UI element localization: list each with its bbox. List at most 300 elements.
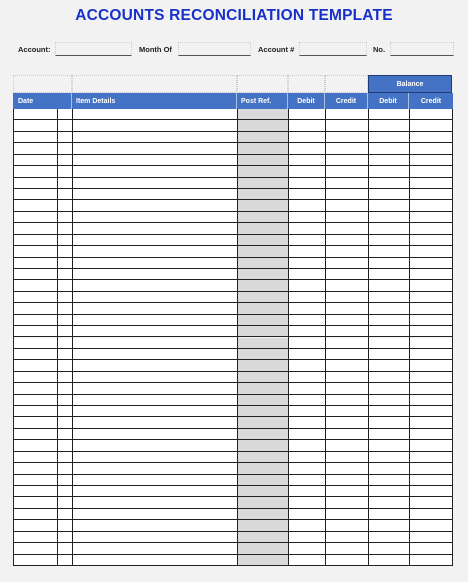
balance-debit-cell[interactable] xyxy=(368,109,409,120)
date-cell[interactable] xyxy=(13,269,57,280)
date-cell[interactable] xyxy=(13,280,57,291)
date-cell[interactable] xyxy=(13,360,57,371)
balance-debit-cell[interactable] xyxy=(368,543,409,554)
item-details-cell[interactable] xyxy=(72,463,237,474)
debit-cell[interactable] xyxy=(288,360,325,371)
credit-cell[interactable] xyxy=(325,555,368,566)
post-ref-cell[interactable] xyxy=(237,303,288,314)
debit-cell[interactable] xyxy=(288,338,325,349)
balance-debit-cell[interactable] xyxy=(368,223,409,234)
post-ref-cell[interactable] xyxy=(237,189,288,200)
date-sub-cell[interactable] xyxy=(57,360,72,371)
date-sub-cell[interactable] xyxy=(57,326,72,337)
credit-cell[interactable] xyxy=(325,258,368,269)
item-details-cell[interactable] xyxy=(72,406,237,417)
balance-credit-cell[interactable] xyxy=(409,338,453,349)
date-cell[interactable] xyxy=(13,417,57,428)
debit-cell[interactable] xyxy=(288,132,325,143)
balance-credit-cell[interactable] xyxy=(409,429,453,440)
item-details-cell[interactable] xyxy=(72,132,237,143)
balance-credit-cell[interactable] xyxy=(409,475,453,486)
balance-credit-cell[interactable] xyxy=(409,292,453,303)
post-ref-cell[interactable] xyxy=(237,143,288,154)
post-ref-cell[interactable] xyxy=(237,315,288,326)
balance-debit-cell[interactable] xyxy=(368,452,409,463)
debit-cell[interactable] xyxy=(288,200,325,211)
item-details-cell[interactable] xyxy=(72,269,237,280)
item-details-cell[interactable] xyxy=(72,543,237,554)
debit-cell[interactable] xyxy=(288,463,325,474)
balance-credit-cell[interactable] xyxy=(409,497,453,508)
item-details-cell[interactable] xyxy=(72,303,237,314)
date-sub-cell[interactable] xyxy=(57,315,72,326)
post-ref-cell[interactable] xyxy=(237,406,288,417)
credit-cell[interactable] xyxy=(325,475,368,486)
balance-credit-cell[interactable] xyxy=(409,395,453,406)
item-details-cell[interactable] xyxy=(72,315,237,326)
credit-cell[interactable] xyxy=(325,189,368,200)
date-sub-cell[interactable] xyxy=(57,417,72,428)
date-cell[interactable] xyxy=(13,406,57,417)
balance-debit-cell[interactable] xyxy=(368,417,409,428)
post-ref-cell[interactable] xyxy=(237,395,288,406)
post-ref-cell[interactable] xyxy=(237,178,288,189)
item-details-cell[interactable] xyxy=(72,475,237,486)
debit-cell[interactable] xyxy=(288,189,325,200)
credit-cell[interactable] xyxy=(325,303,368,314)
date-cell[interactable] xyxy=(13,212,57,223)
date-sub-cell[interactable] xyxy=(57,292,72,303)
balance-debit-cell[interactable] xyxy=(368,143,409,154)
credit-cell[interactable] xyxy=(325,166,368,177)
date-cell[interactable] xyxy=(13,155,57,166)
item-details-cell[interactable] xyxy=(72,280,237,291)
credit-cell[interactable] xyxy=(325,509,368,520)
date-cell[interactable] xyxy=(13,315,57,326)
date-cell[interactable] xyxy=(13,543,57,554)
item-details-cell[interactable] xyxy=(72,292,237,303)
date-sub-cell[interactable] xyxy=(57,258,72,269)
debit-cell[interactable] xyxy=(288,543,325,554)
balance-credit-cell[interactable] xyxy=(409,258,453,269)
debit-cell[interactable] xyxy=(288,166,325,177)
balance-debit-cell[interactable] xyxy=(368,463,409,474)
date-sub-cell[interactable] xyxy=(57,372,72,383)
date-cell[interactable] xyxy=(13,235,57,246)
balance-debit-cell[interactable] xyxy=(368,120,409,131)
date-sub-cell[interactable] xyxy=(57,349,72,360)
balance-debit-cell[interactable] xyxy=(368,166,409,177)
post-ref-cell[interactable] xyxy=(237,280,288,291)
post-ref-cell[interactable] xyxy=(237,155,288,166)
balance-credit-cell[interactable] xyxy=(409,543,453,554)
date-cell[interactable] xyxy=(13,120,57,131)
balance-credit-cell[interactable] xyxy=(409,463,453,474)
post-ref-cell[interactable] xyxy=(237,463,288,474)
item-details-cell[interactable] xyxy=(72,212,237,223)
balance-debit-cell[interactable] xyxy=(368,509,409,520)
balance-credit-cell[interactable] xyxy=(409,406,453,417)
credit-cell[interactable] xyxy=(325,143,368,154)
date-sub-cell[interactable] xyxy=(57,166,72,177)
debit-cell[interactable] xyxy=(288,406,325,417)
item-details-cell[interactable] xyxy=(72,440,237,451)
balance-credit-cell[interactable] xyxy=(409,200,453,211)
post-ref-cell[interactable] xyxy=(237,372,288,383)
debit-cell[interactable] xyxy=(288,155,325,166)
balance-debit-cell[interactable] xyxy=(368,440,409,451)
balance-credit-cell[interactable] xyxy=(409,132,453,143)
date-sub-cell[interactable] xyxy=(57,452,72,463)
balance-credit-cell[interactable] xyxy=(409,120,453,131)
balance-debit-cell[interactable] xyxy=(368,155,409,166)
date-cell[interactable] xyxy=(13,189,57,200)
date-sub-cell[interactable] xyxy=(57,178,72,189)
debit-cell[interactable] xyxy=(288,269,325,280)
credit-cell[interactable] xyxy=(325,292,368,303)
credit-cell[interactable] xyxy=(325,246,368,257)
date-cell[interactable] xyxy=(13,178,57,189)
date-cell[interactable] xyxy=(13,223,57,234)
balance-debit-cell[interactable] xyxy=(368,520,409,531)
balance-credit-cell[interactable] xyxy=(409,349,453,360)
date-sub-cell[interactable] xyxy=(57,463,72,474)
credit-cell[interactable] xyxy=(325,326,368,337)
debit-cell[interactable] xyxy=(288,440,325,451)
date-sub-cell[interactable] xyxy=(57,246,72,257)
date-sub-cell[interactable] xyxy=(57,509,72,520)
date-cell[interactable] xyxy=(13,555,57,566)
credit-cell[interactable] xyxy=(325,132,368,143)
balance-credit-cell[interactable] xyxy=(409,109,453,120)
date-sub-cell[interactable] xyxy=(57,303,72,314)
post-ref-cell[interactable] xyxy=(237,486,288,497)
credit-cell[interactable] xyxy=(325,338,368,349)
item-details-cell[interactable] xyxy=(72,509,237,520)
date-cell[interactable] xyxy=(13,486,57,497)
credit-cell[interactable] xyxy=(325,280,368,291)
item-details-cell[interactable] xyxy=(72,372,237,383)
item-details-cell[interactable] xyxy=(72,395,237,406)
date-sub-cell[interactable] xyxy=(57,406,72,417)
post-ref-cell[interactable] xyxy=(237,440,288,451)
item-details-cell[interactable] xyxy=(72,520,237,531)
balance-credit-cell[interactable] xyxy=(409,223,453,234)
item-details-cell[interactable] xyxy=(72,235,237,246)
date-cell[interactable] xyxy=(13,497,57,508)
credit-cell[interactable] xyxy=(325,178,368,189)
date-cell[interactable] xyxy=(13,463,57,474)
item-details-cell[interactable] xyxy=(72,155,237,166)
item-details-cell[interactable] xyxy=(72,349,237,360)
post-ref-cell[interactable] xyxy=(237,292,288,303)
debit-cell[interactable] xyxy=(288,292,325,303)
date-sub-cell[interactable] xyxy=(57,497,72,508)
balance-credit-cell[interactable] xyxy=(409,486,453,497)
debit-cell[interactable] xyxy=(288,532,325,543)
debit-cell[interactable] xyxy=(288,303,325,314)
date-cell[interactable] xyxy=(13,109,57,120)
debit-cell[interactable] xyxy=(288,223,325,234)
balance-credit-cell[interactable] xyxy=(409,383,453,394)
date-cell[interactable] xyxy=(13,303,57,314)
debit-cell[interactable] xyxy=(288,109,325,120)
balance-credit-cell[interactable] xyxy=(409,509,453,520)
date-sub-cell[interactable] xyxy=(57,200,72,211)
date-sub-cell[interactable] xyxy=(57,520,72,531)
debit-cell[interactable] xyxy=(288,235,325,246)
item-details-cell[interactable] xyxy=(72,429,237,440)
credit-cell[interactable] xyxy=(325,383,368,394)
date-cell[interactable] xyxy=(13,143,57,154)
item-details-cell[interactable] xyxy=(72,417,237,428)
balance-credit-cell[interactable] xyxy=(409,246,453,257)
date-cell[interactable] xyxy=(13,132,57,143)
date-sub-cell[interactable] xyxy=(57,223,72,234)
date-cell[interactable] xyxy=(13,532,57,543)
date-cell[interactable] xyxy=(13,395,57,406)
credit-cell[interactable] xyxy=(325,429,368,440)
debit-cell[interactable] xyxy=(288,246,325,257)
debit-cell[interactable] xyxy=(288,429,325,440)
balance-debit-cell[interactable] xyxy=(368,315,409,326)
balance-debit-cell[interactable] xyxy=(368,212,409,223)
balance-debit-cell[interactable] xyxy=(368,246,409,257)
credit-cell[interactable] xyxy=(325,417,368,428)
date-sub-cell[interactable] xyxy=(57,475,72,486)
post-ref-cell[interactable] xyxy=(237,235,288,246)
balance-credit-cell[interactable] xyxy=(409,555,453,566)
credit-cell[interactable] xyxy=(325,235,368,246)
balance-debit-cell[interactable] xyxy=(368,200,409,211)
date-cell[interactable] xyxy=(13,338,57,349)
credit-cell[interactable] xyxy=(325,109,368,120)
credit-cell[interactable] xyxy=(325,486,368,497)
date-sub-cell[interactable] xyxy=(57,486,72,497)
date-sub-cell[interactable] xyxy=(57,338,72,349)
credit-cell[interactable] xyxy=(325,212,368,223)
item-details-cell[interactable] xyxy=(72,200,237,211)
date-sub-cell[interactable] xyxy=(57,395,72,406)
credit-cell[interactable] xyxy=(325,200,368,211)
balance-debit-cell[interactable] xyxy=(368,326,409,337)
credit-cell[interactable] xyxy=(325,463,368,474)
balance-debit-cell[interactable] xyxy=(368,178,409,189)
post-ref-cell[interactable] xyxy=(237,212,288,223)
date-sub-cell[interactable] xyxy=(57,189,72,200)
item-details-cell[interactable] xyxy=(72,143,237,154)
balance-debit-cell[interactable] xyxy=(368,475,409,486)
date-cell[interactable] xyxy=(13,292,57,303)
balance-credit-cell[interactable] xyxy=(409,189,453,200)
debit-cell[interactable] xyxy=(288,395,325,406)
item-details-cell[interactable] xyxy=(72,532,237,543)
date-cell[interactable] xyxy=(13,258,57,269)
balance-credit-cell[interactable] xyxy=(409,440,453,451)
date-sub-cell[interactable] xyxy=(57,532,72,543)
post-ref-cell[interactable] xyxy=(237,520,288,531)
item-details-cell[interactable] xyxy=(72,555,237,566)
balance-debit-cell[interactable] xyxy=(368,132,409,143)
date-cell[interactable] xyxy=(13,326,57,337)
debit-cell[interactable] xyxy=(288,212,325,223)
debit-cell[interactable] xyxy=(288,372,325,383)
balance-debit-cell[interactable] xyxy=(368,292,409,303)
balance-debit-cell[interactable] xyxy=(368,258,409,269)
date-cell[interactable] xyxy=(13,520,57,531)
balance-debit-cell[interactable] xyxy=(368,429,409,440)
balance-debit-cell[interactable] xyxy=(368,235,409,246)
date-sub-cell[interactable] xyxy=(57,109,72,120)
account-number-field[interactable] xyxy=(299,42,367,56)
post-ref-cell[interactable] xyxy=(237,223,288,234)
date-cell[interactable] xyxy=(13,429,57,440)
balance-debit-cell[interactable] xyxy=(368,189,409,200)
date-cell[interactable] xyxy=(13,452,57,463)
date-cell[interactable] xyxy=(13,246,57,257)
balance-debit-cell[interactable] xyxy=(368,555,409,566)
date-sub-cell[interactable] xyxy=(57,269,72,280)
balance-credit-cell[interactable] xyxy=(409,212,453,223)
balance-credit-cell[interactable] xyxy=(409,155,453,166)
date-sub-cell[interactable] xyxy=(57,235,72,246)
date-sub-cell[interactable] xyxy=(57,212,72,223)
post-ref-cell[interactable] xyxy=(237,326,288,337)
debit-cell[interactable] xyxy=(288,452,325,463)
post-ref-cell[interactable] xyxy=(237,200,288,211)
date-sub-cell[interactable] xyxy=(57,555,72,566)
date-sub-cell[interactable] xyxy=(57,143,72,154)
debit-cell[interactable] xyxy=(288,178,325,189)
post-ref-cell[interactable] xyxy=(237,349,288,360)
date-sub-cell[interactable] xyxy=(57,280,72,291)
item-details-cell[interactable] xyxy=(72,109,237,120)
post-ref-cell[interactable] xyxy=(237,338,288,349)
balance-debit-cell[interactable] xyxy=(368,406,409,417)
debit-cell[interactable] xyxy=(288,349,325,360)
balance-debit-cell[interactable] xyxy=(368,269,409,280)
credit-cell[interactable] xyxy=(325,349,368,360)
balance-credit-cell[interactable] xyxy=(409,280,453,291)
post-ref-cell[interactable] xyxy=(237,258,288,269)
item-details-cell[interactable] xyxy=(72,166,237,177)
item-details-cell[interactable] xyxy=(72,497,237,508)
date-sub-cell[interactable] xyxy=(57,440,72,451)
date-cell[interactable] xyxy=(13,166,57,177)
balance-credit-cell[interactable] xyxy=(409,303,453,314)
balance-credit-cell[interactable] xyxy=(409,417,453,428)
date-cell[interactable] xyxy=(13,509,57,520)
post-ref-cell[interactable] xyxy=(237,246,288,257)
debit-cell[interactable] xyxy=(288,520,325,531)
number-field[interactable] xyxy=(390,42,454,56)
item-details-cell[interactable] xyxy=(72,452,237,463)
post-ref-cell[interactable] xyxy=(237,417,288,428)
date-sub-cell[interactable] xyxy=(57,155,72,166)
credit-cell[interactable] xyxy=(325,269,368,280)
debit-cell[interactable] xyxy=(288,509,325,520)
post-ref-cell[interactable] xyxy=(237,555,288,566)
month-field[interactable] xyxy=(178,42,251,56)
post-ref-cell[interactable] xyxy=(237,166,288,177)
item-details-cell[interactable] xyxy=(72,223,237,234)
date-cell[interactable] xyxy=(13,349,57,360)
balance-debit-cell[interactable] xyxy=(368,486,409,497)
credit-cell[interactable] xyxy=(325,315,368,326)
balance-debit-cell[interactable] xyxy=(368,372,409,383)
balance-credit-cell[interactable] xyxy=(409,143,453,154)
post-ref-cell[interactable] xyxy=(237,475,288,486)
item-details-cell[interactable] xyxy=(72,189,237,200)
post-ref-cell[interactable] xyxy=(237,360,288,371)
post-ref-cell[interactable] xyxy=(237,429,288,440)
post-ref-cell[interactable] xyxy=(237,269,288,280)
date-cell[interactable] xyxy=(13,372,57,383)
item-details-cell[interactable] xyxy=(72,383,237,394)
date-sub-cell[interactable] xyxy=(57,132,72,143)
debit-cell[interactable] xyxy=(288,143,325,154)
post-ref-cell[interactable] xyxy=(237,132,288,143)
date-cell[interactable] xyxy=(13,475,57,486)
balance-debit-cell[interactable] xyxy=(368,280,409,291)
account-field[interactable] xyxy=(55,42,132,56)
item-details-cell[interactable] xyxy=(72,246,237,257)
balance-debit-cell[interactable] xyxy=(368,497,409,508)
credit-cell[interactable] xyxy=(325,520,368,531)
date-cell[interactable] xyxy=(13,383,57,394)
post-ref-cell[interactable] xyxy=(237,543,288,554)
debit-cell[interactable] xyxy=(288,383,325,394)
credit-cell[interactable] xyxy=(325,223,368,234)
post-ref-cell[interactable] xyxy=(237,383,288,394)
credit-cell[interactable] xyxy=(325,155,368,166)
item-details-cell[interactable] xyxy=(72,486,237,497)
credit-cell[interactable] xyxy=(325,360,368,371)
credit-cell[interactable] xyxy=(325,543,368,554)
debit-cell[interactable] xyxy=(288,280,325,291)
debit-cell[interactable] xyxy=(288,326,325,337)
credit-cell[interactable] xyxy=(325,395,368,406)
date-sub-cell[interactable] xyxy=(57,120,72,131)
credit-cell[interactable] xyxy=(325,532,368,543)
balance-credit-cell[interactable] xyxy=(409,235,453,246)
balance-credit-cell[interactable] xyxy=(409,326,453,337)
date-cell[interactable] xyxy=(13,440,57,451)
balance-credit-cell[interactable] xyxy=(409,315,453,326)
credit-cell[interactable] xyxy=(325,406,368,417)
balance-debit-cell[interactable] xyxy=(368,395,409,406)
balance-credit-cell[interactable] xyxy=(409,452,453,463)
credit-cell[interactable] xyxy=(325,452,368,463)
post-ref-cell[interactable] xyxy=(237,109,288,120)
date-cell[interactable] xyxy=(13,200,57,211)
item-details-cell[interactable] xyxy=(72,360,237,371)
debit-cell[interactable] xyxy=(288,475,325,486)
debit-cell[interactable] xyxy=(288,497,325,508)
credit-cell[interactable] xyxy=(325,372,368,383)
credit-cell[interactable] xyxy=(325,440,368,451)
balance-credit-cell[interactable] xyxy=(409,166,453,177)
debit-cell[interactable] xyxy=(288,120,325,131)
balance-debit-cell[interactable] xyxy=(368,360,409,371)
balance-credit-cell[interactable] xyxy=(409,360,453,371)
debit-cell[interactable] xyxy=(288,417,325,428)
item-details-cell[interactable] xyxy=(72,326,237,337)
post-ref-cell[interactable] xyxy=(237,120,288,131)
balance-credit-cell[interactable] xyxy=(409,520,453,531)
balance-credit-cell[interactable] xyxy=(409,372,453,383)
balance-debit-cell[interactable] xyxy=(368,338,409,349)
